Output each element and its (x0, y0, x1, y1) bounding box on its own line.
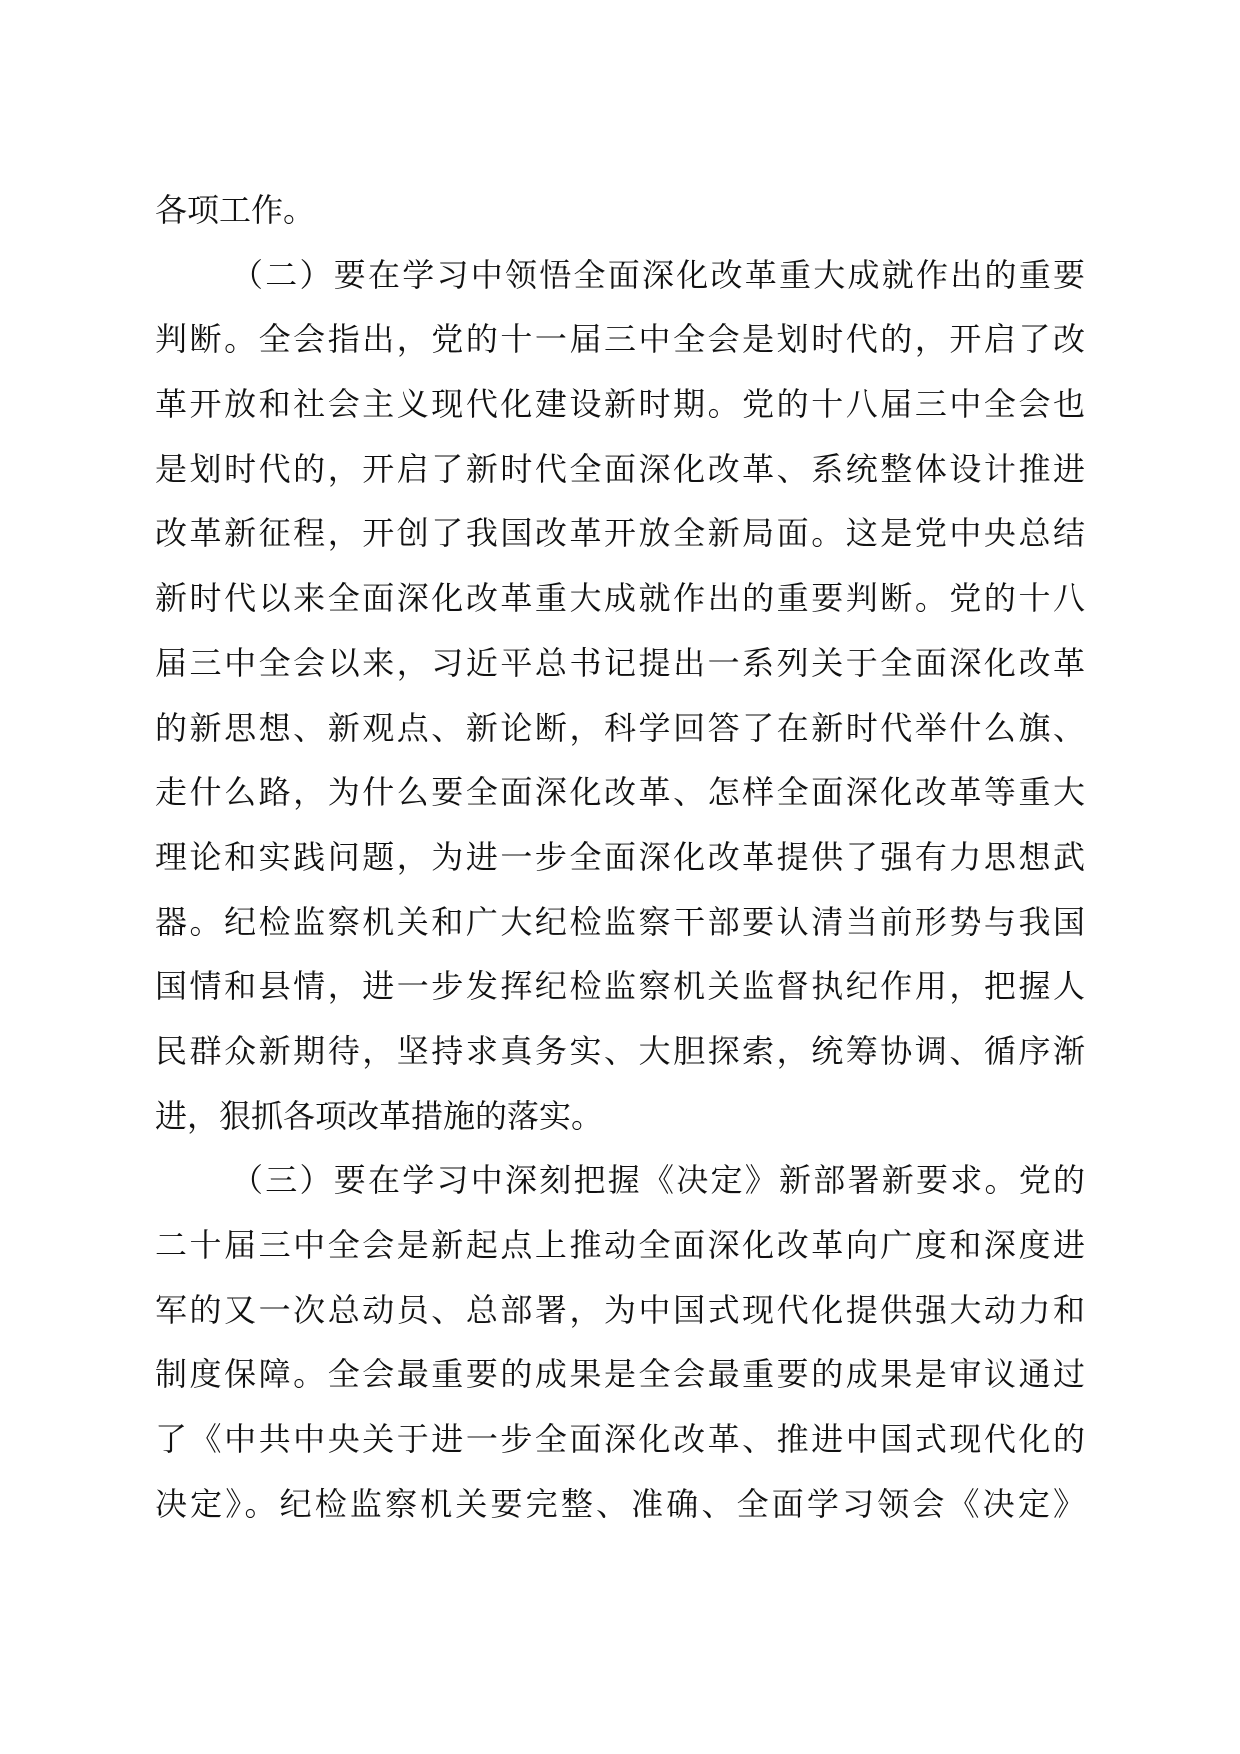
section-heading-line: （三）要在学习中深刻把握《决定》新部署新要求。党的 (231, 1161, 1085, 1200)
text-line: 新时代以来全面深化改革重大成就作出的重要判断。党的十八 (155, 579, 1085, 618)
document-body (155, 178, 1085, 1536)
text-line: 军的又一次总动员、总部署，为中国式现代化提供强大动力和 (155, 1290, 1085, 1329)
text-line: 革开放和社会主义现代化建设新时期。党的十八届三中全会也 (155, 385, 1085, 424)
text-line: 进，狠抓各项改革措施的落实。 (155, 1096, 604, 1135)
text-line: 制度保障。全会最重要的成果是全会最重要的成果是审议通过 (155, 1355, 1085, 1394)
text-line: 届三中全会以来，习近平总书记提出一系列关于全面深化改革 (155, 643, 1085, 682)
section-heading-line: （二）要在学习中领悟全面深化改革重大成就作出的重要 (231, 255, 1085, 294)
text-line: 器。纪检监察机关和广大纪检监察干部要认清当前形势与我国 (155, 902, 1085, 941)
text-line: 民群众新期待，坚持求真务实、大胆探索，统筹协调、循序渐 (155, 1031, 1085, 1070)
text-line: 了《中共中央关于进一步全面深化改革、推进中国式现代化的 (155, 1420, 1085, 1459)
text-line: 各项工作。 (155, 191, 316, 229)
text-line: 二十届三中全会是新起点上推动全面深化改革向广度和深度进 (155, 1226, 1085, 1264)
text-line: 的新思想、新观点、新论断，科学回答了在新时代举什么旗、 (155, 708, 1085, 747)
text-line: 理论和实践问题，为进一步全面深化改革提供了强有力思想武 (155, 837, 1085, 876)
text-line: 是划时代的，开启了新时代全面深化改革、系统整体设计推进 (155, 449, 1085, 488)
text-line: 决定》。纪检监察机关要完整、准确、全面学习领会《决定》 (155, 1484, 1085, 1523)
text-line: 走什么路，为什么要全面深化改革、怎样全面深化改革等重大 (155, 773, 1085, 812)
text-line: 判断。全会指出，党的十一届三中全会是划时代的，开启了改 (155, 320, 1085, 359)
text-line: 改革新征程，开创了我国改革开放全新局面。这是党中央总结 (155, 514, 1085, 553)
text-line: 国情和县情，进一步发挥纪检监察机关监督执纪作用，把握人 (155, 967, 1085, 1006)
